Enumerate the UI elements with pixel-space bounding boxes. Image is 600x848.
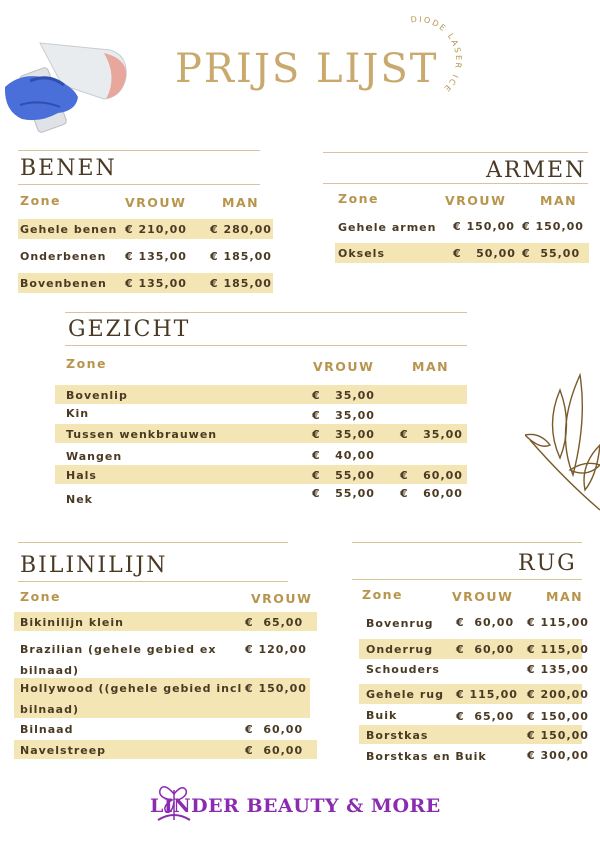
rug-title: RUG [518, 551, 577, 576]
rug-vrouw: € 115,00 [456, 688, 518, 701]
armen-man: € 55,00 [522, 247, 581, 260]
benen-vrouw: € 135,00 [125, 250, 187, 263]
gezicht-zone: Nek [66, 493, 93, 506]
rug-rule-top [352, 542, 582, 543]
bikini-vrouw: € 150,00 [245, 682, 307, 695]
leaf-branch-decoration [525, 370, 600, 515]
rug-vrouw: € 60,00 [456, 616, 515, 629]
benen-rule-bottom [18, 184, 260, 185]
gezicht-header-zone: Zone [66, 356, 108, 371]
gezicht-title: GEZICHT [68, 317, 191, 342]
gezicht-rule-top [65, 312, 467, 313]
rug-zone: Onderrug [366, 643, 434, 656]
armen-man: € 150,00 [522, 220, 584, 233]
rug-zone: Borstkas en Buik [366, 750, 487, 763]
benen-header-vrouw: VROUW [125, 195, 187, 210]
gezicht-vrouw: € 55,00 [312, 469, 375, 482]
rug-man: € 300,00 [527, 749, 589, 762]
gezicht-vrouw: € 35,00 [312, 409, 375, 422]
page-title: PRIJS LIJST [175, 46, 439, 92]
bikini-title: BILINILIJN [20, 553, 168, 578]
rug-vrouw: € 60,00 [456, 643, 515, 656]
rug-header-man: MAN [546, 589, 584, 604]
rug-zone: Schouders [366, 663, 440, 676]
gezicht-zone: Hals [66, 469, 97, 482]
gezicht-zone: Wangen [66, 450, 123, 463]
gezicht-vrouw: € 55,00 [312, 487, 375, 500]
rug-man: € 115,00 [527, 643, 589, 656]
circle-text-badge [368, 10, 468, 110]
rug-header-vrouw: VROUW [452, 589, 514, 604]
benen-man: € 185,00 [210, 277, 272, 290]
rug-man: € 200,00 [527, 688, 589, 701]
gezicht-header-man: MAN [412, 359, 450, 374]
gezicht-man: € 60,00 [400, 469, 463, 482]
armen-rule-top [323, 152, 588, 153]
rug-zone: Buik [366, 709, 398, 722]
benen-rule-top [18, 150, 260, 151]
armen-header-zone: Zone [338, 191, 380, 206]
bikini-vrouw: € 60,00 [245, 744, 304, 757]
rug-man: € 135,00 [527, 663, 589, 676]
rug-zone: Gehele rug [366, 688, 444, 701]
rug-man: € 150,00 [527, 729, 589, 742]
gezicht-zone: Tussen wenkbrauwen [66, 428, 218, 441]
rug-vrouw: € 65,00 [456, 710, 515, 723]
armen-zone: Oksels [338, 247, 385, 260]
rug-zone: Borstkas [366, 729, 429, 742]
brand-name: LINDER BEAUTY & MORE [150, 795, 441, 817]
bikini-zone-line2: bilnaad) [20, 664, 79, 677]
bikini-rule-top [18, 542, 288, 543]
svg-text:DIODE LASER ICE [410, 15, 463, 94]
benen-man: € 280,00 [210, 223, 272, 236]
gezicht-man: € 60,00 [400, 487, 463, 500]
benen-zone: Onderbenen [20, 250, 107, 263]
bikini-header-zone: Zone [20, 589, 62, 604]
bikini-zone: Bikinilijn klein [20, 616, 124, 629]
armen-zone: Gehele armen [338, 221, 437, 234]
gezicht-header-vrouw: VROUW [313, 359, 375, 374]
bikini-zone: Navelstreep [20, 744, 107, 757]
benen-header-man: MAN [222, 195, 260, 210]
gezicht-man: € 35,00 [400, 428, 463, 441]
bikini-rule-bottom [18, 581, 288, 582]
bikini-vrouw: € 60,00 [245, 723, 304, 736]
gezicht-zone: Bovenlip [66, 389, 128, 402]
bikini-zone-line2: bilnaad) [20, 703, 79, 716]
bikini-header-vrouw: VROUW [251, 591, 313, 606]
bikini-vrouw: € 120,00 [245, 643, 307, 656]
gezicht-rule-bottom [65, 345, 467, 346]
benen-header-zone: Zone [20, 193, 62, 208]
benen-zone: Bovenbenen [20, 277, 107, 290]
benen-vrouw: € 210,00 [125, 223, 187, 236]
armen-vrouw: € 50,00 [453, 247, 516, 260]
armen-title: ARMEN [486, 158, 587, 183]
gezicht-vrouw: € 35,00 [312, 428, 375, 441]
rug-zone: Bovenrug [366, 617, 434, 630]
armen-header-man: MAN [540, 193, 578, 208]
benen-title: BENEN [20, 156, 117, 181]
rug-man: € 150,00 [527, 710, 589, 723]
bikini-zone: Hollywood ((gehele gebied incl [20, 682, 243, 695]
circle-text: DIODE LASER ICE [410, 14, 464, 95]
armen-vrouw: € 150,00 [453, 220, 515, 233]
armen-rule-bottom [323, 183, 588, 184]
gezicht-zone: Kin [66, 407, 90, 420]
bikini-vrouw: € 65,00 [245, 616, 304, 629]
armen-header-vrouw: VROUW [445, 193, 507, 208]
benen-zone: Gehele benen [20, 223, 118, 236]
gezicht-vrouw: € 40,00 [312, 449, 375, 462]
bikini-zone: Brazilian (gehele gebied ex [20, 643, 217, 656]
rug-rule-bottom [352, 579, 582, 580]
bikini-zone: Bilnaad [20, 723, 74, 736]
laser-device-image [0, 15, 140, 135]
benen-vrouw: € 135,00 [125, 277, 187, 290]
gezicht-vrouw: € 35,00 [312, 389, 375, 402]
rug-header-zone: Zone [362, 587, 404, 602]
rug-man: € 115,00 [527, 616, 589, 629]
benen-man: € 185,00 [210, 250, 272, 263]
